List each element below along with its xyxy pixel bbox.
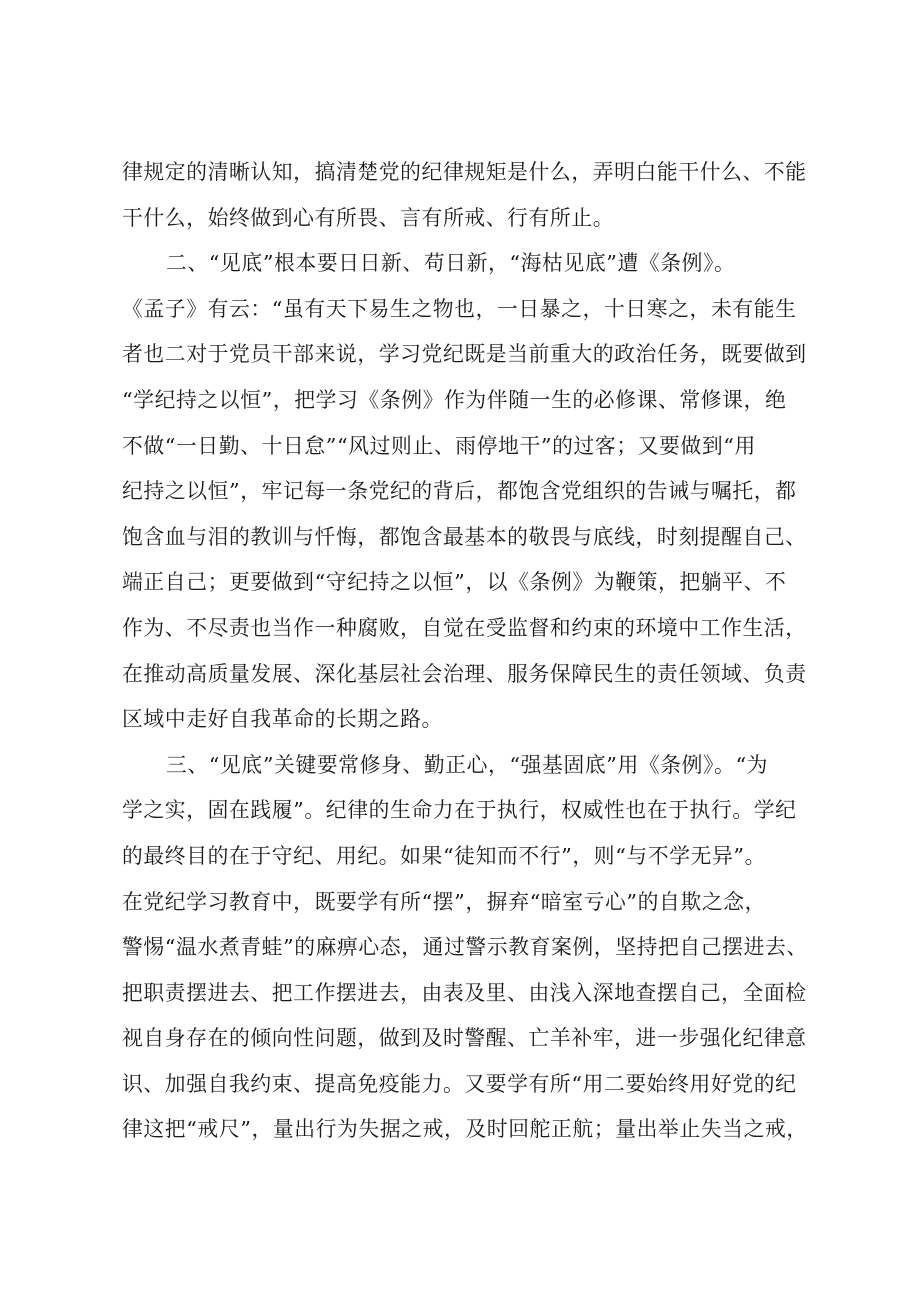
body-text: [122, 150, 812, 1153]
text-line: 警惕“温水煮青蛙”的麻痹心态，通过警示教育案例，坚持把自己摆进去、: [122, 935, 808, 960]
text-line: 学之实，固在践履”。纪律的生命力在于执行，权威性也在于执行。学纪: [122, 798, 797, 823]
text-line: 律这把“戒尺”，量出行为失据之戒，及时回舵正航；量出举止失当之戒，: [122, 1117, 808, 1142]
text-line: 《孟子》有云：“虽有天下易生之物也，一日暴之，十日寒之，未有能生: [122, 296, 797, 321]
text-line: 在党纪学习教育中，既要学有所“摆”，摒弃“暗室亏心”的自欺之念，: [122, 889, 767, 914]
text-line: 干什么，始终做到心有所畏、言有所戒、行有所止。: [122, 205, 615, 230]
text-line: 端正自己；更要做到“守纪持之以恒”，以《条例》为鞭策，把躺平、不: [122, 570, 787, 595]
paragraph-start-line: 三、“见底”关键要常修身、勤正心，“强基固底”用《条例》。“为: [166, 752, 769, 777]
text-line: “学纪持之以恒”，把学习《条例》作为伴随一生的必修课、常修课，绝: [122, 387, 787, 412]
paragraph-start-line: 二、“见底”根本要日日新、苟日新，“海枯见底”遭《条例》。: [166, 251, 736, 276]
text-line: 的最终目的在于守纪、用纪。如果“徒知而不行”，则“与不学无异”。: [122, 843, 767, 868]
text-line: 视自身存在的倾向性问题，做到及时警醒、亡羊补牢，进一步强化纪律意: [122, 1026, 807, 1051]
text-line: 律规定的清晰认知，搞清楚党的纪律规矩是什么，弄明白能干什么、不能: [122, 160, 807, 184]
text-line: 区域中走好自我革命的长期之路。: [122, 707, 443, 732]
text-line: 不做“一日勤、十日怠”“风过则止、雨停地干”的过客；又要做到“用: [122, 433, 756, 458]
text-line: 纪持之以恒”，牢记每一条党纪的背后，都饱含党组织的告诫与嘱托，都: [122, 479, 797, 504]
text-line: 饱含血与泪的教训与忏悔，都饱含最基本的敬畏与底线，时刻提醒自己、: [122, 524, 807, 549]
text-line: 识、加强自我约束、提高免疫能力。又要学有所“用二要始终用好党的纪: [122, 1071, 797, 1096]
text-line: 作为、不尽责也当作一种腐败，自觉在受监督和约束的环境中工作生活，: [122, 615, 807, 640]
text-line: 在推动高质量发展、深化基层社会治理、服务保障民生的责任领域、负责: [122, 661, 807, 686]
text-line: 者也二对于党员干部来说，学习党纪既是当前重大的政治任务，既要做到: [122, 342, 807, 367]
text-line: 把职责摆进去、把工作摆进去，由表及里、由浅入深地查摆自己，全面检: [122, 980, 807, 1005]
